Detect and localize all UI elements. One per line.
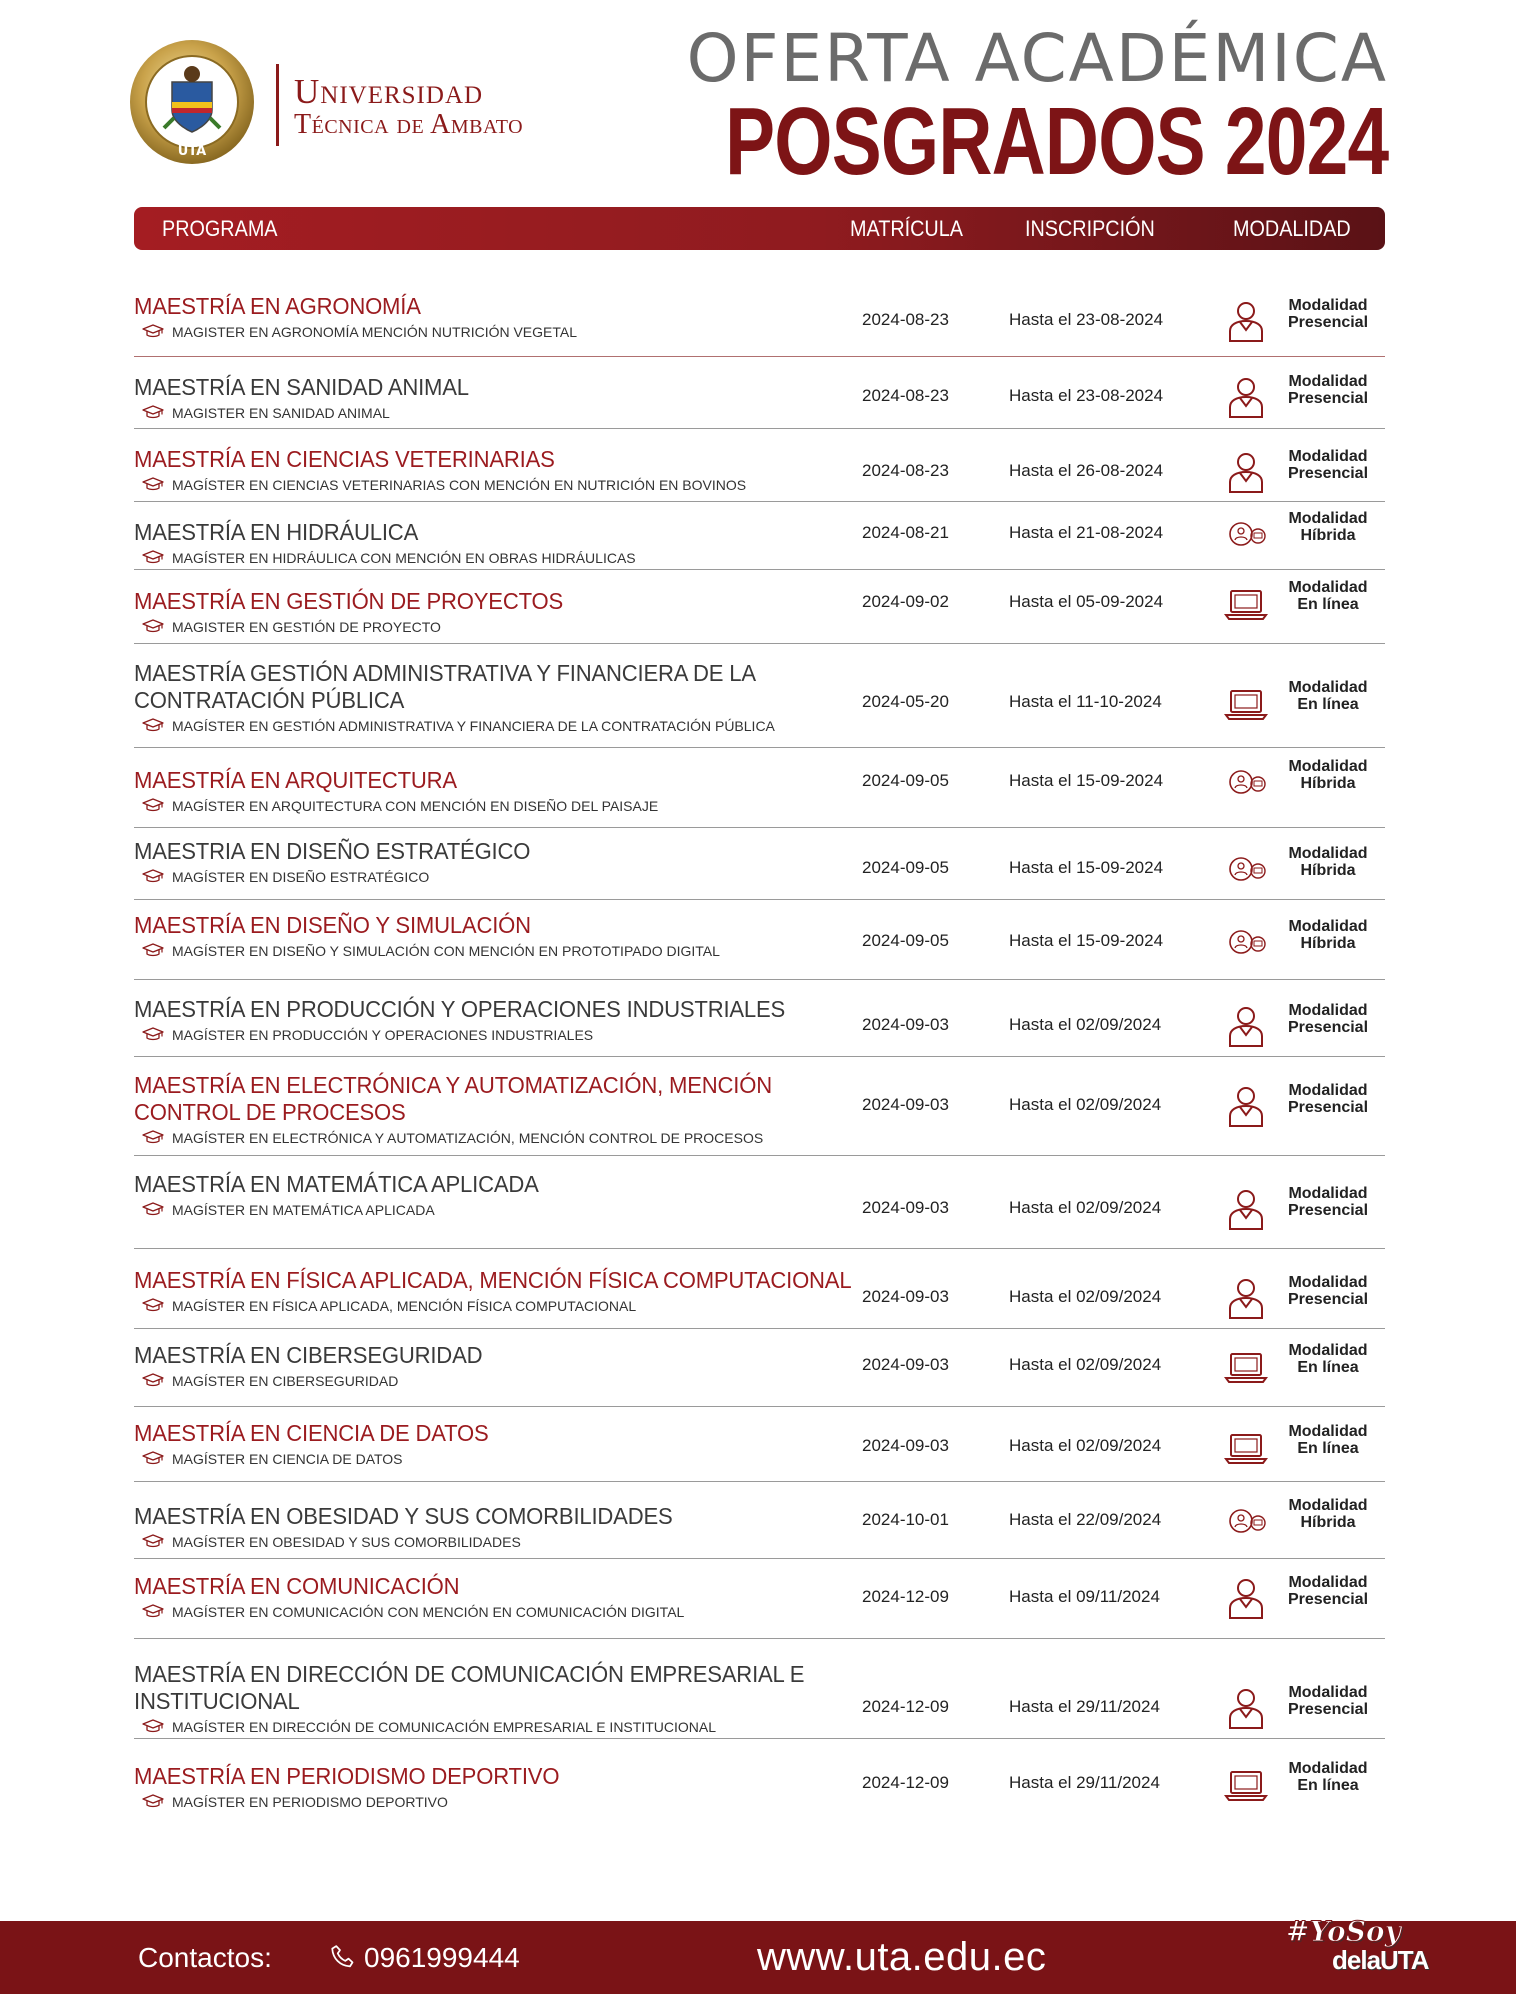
hashtag-logo — [1286, 1915, 1436, 1985]
modalidad-badge — [1224, 508, 1384, 558]
modalidad-line1: Modalidad — [1288, 918, 1368, 935]
graduation-cap-icon — [142, 477, 164, 491]
modalidad-badge — [1224, 1340, 1384, 1390]
graduation-cap-icon — [142, 943, 164, 957]
modalidad-line2: En línea — [1297, 1359, 1359, 1376]
program-title: CONTRATACIÓN PÚBLICA — [134, 687, 405, 713]
degree-text: MAGISTER EN GESTIÓN DE PROYECTO — [172, 619, 441, 635]
modalidad-line2: Presencial — [1287, 1701, 1369, 1718]
degree-title — [134, 1026, 834, 1044]
table-row — [134, 1249, 1385, 1329]
person-icon — [1224, 1686, 1268, 1730]
laptop-icon — [1224, 1425, 1268, 1469]
modalidad-label — [1268, 1082, 1388, 1116]
degree-title — [134, 717, 834, 735]
degree-text: MAGÍSTER EN DISEÑO ESTRATÉGICO — [172, 869, 430, 885]
program-title: INSTITUCIONAL — [134, 1688, 300, 1714]
modalidad-line2: Presencial — [1287, 465, 1369, 482]
modalidad-badge — [1224, 371, 1384, 421]
modalidad-line1: Modalidad — [1288, 510, 1368, 527]
modalidad-label — [1268, 758, 1388, 792]
person-icon — [1224, 375, 1268, 419]
degree-text: MAGÍSTER EN OBESIDAD Y SUS COMORBILIDADES — [172, 1534, 521, 1550]
table-row — [134, 1057, 1385, 1156]
program-title: MAESTRÍA EN FÍSICA APLICADA, MENCIÓN FÍSICA COMPUTACIONAL — [134, 1267, 852, 1293]
inscripcion-deadline: Hasta el 15-09-2024 — [1009, 771, 1164, 790]
column-inscripcion: INSCRIPCIÓN — [1025, 216, 1155, 241]
program-title: MAESTRÍA EN PERIODISMO DEPORTIVO — [134, 1763, 560, 1789]
modalidad-line1: Modalidad — [1288, 579, 1368, 596]
modalidad-line1: Modalidad — [1288, 1684, 1368, 1701]
modalidad-line2: Híbrida — [1300, 1514, 1356, 1531]
degree-text: MAGISTER EN AGRONOMÍA MENCIÓN NUTRICIÓN VEGETAL — [172, 324, 578, 340]
matricula-date: 2024-08-23 — [862, 461, 949, 480]
modalidad-badge — [1224, 1421, 1384, 1471]
modalidad-line1: Modalidad — [1288, 1342, 1368, 1359]
modalidad-badge — [1224, 1080, 1384, 1130]
table-row — [134, 900, 1385, 980]
program-title: MAESTRÍA EN CIENCIAS VETERINARIAS — [134, 446, 555, 472]
modalidad-badge — [1224, 1758, 1384, 1808]
hybrid-icon — [1224, 512, 1268, 556]
modalidad-badge — [1224, 916, 1384, 966]
program-cell — [134, 293, 834, 341]
table-header — [134, 207, 1385, 250]
laptop-icon — [1224, 581, 1268, 625]
program-title: MAESTRÍA EN DISEÑO Y SIMULACIÓN — [134, 912, 531, 938]
svg-text:UTA: UTA — [177, 144, 207, 159]
program-cell — [134, 996, 834, 1044]
page-footer — [0, 1915, 1516, 1994]
program-cell — [134, 1171, 834, 1219]
modalidad-line2: Presencial — [1287, 1202, 1369, 1219]
person-icon — [1224, 1576, 1268, 1620]
program-cell — [134, 660, 834, 735]
degree-title — [134, 1450, 834, 1468]
program-title: MAESTRIA EN DISEÑO ESTRATÉGICO — [134, 838, 531, 864]
column-matricula: MATRÍCULA — [850, 216, 963, 241]
program-cell — [134, 1503, 834, 1551]
table-row — [134, 1407, 1385, 1482]
modalidad-label — [1268, 1342, 1388, 1376]
graduation-cap-icon — [142, 1027, 164, 1041]
inscripcion-deadline: Hasta el 02/09/2024 — [1009, 1436, 1162, 1455]
program-cell — [134, 446, 834, 494]
matricula-date: 2024-08-21 — [862, 523, 949, 542]
modalidad-line2: En línea — [1297, 1440, 1359, 1457]
table-row — [134, 644, 1385, 748]
inscripcion-deadline: Hasta el 02/09/2024 — [1009, 1355, 1162, 1374]
modalidad-badge — [1224, 843, 1384, 893]
inscripcion-deadline: Hasta el 23-08-2024 — [1009, 386, 1164, 405]
modalidad-label — [1268, 297, 1388, 331]
degree-title — [134, 1129, 834, 1147]
modalidad-badge — [1224, 1000, 1384, 1050]
degree-text: MAGÍSTER EN PERIODISMO DEPORTIVO — [172, 1794, 448, 1810]
modalidad-line1: Modalidad — [1288, 758, 1368, 775]
column-modalidad: MODALIDAD — [1233, 216, 1351, 241]
graduation-cap-icon — [142, 1130, 164, 1144]
table-row — [134, 748, 1385, 828]
program-title: MAESTRÍA EN COMUNICACIÓN — [134, 1573, 460, 1599]
program-title: MAESTRÍA EN PRODUCCIÓN Y OPERACIONES INDUSTRIALES — [134, 996, 786, 1022]
program-cell — [134, 1573, 834, 1621]
person-icon — [1224, 299, 1268, 343]
modalidad-line1: Modalidad — [1288, 679, 1368, 696]
degree-title — [134, 1201, 834, 1219]
person-icon — [1224, 1187, 1268, 1231]
matricula-date: 2024-09-03 — [862, 1287, 949, 1306]
degree-text: MAGÍSTER EN CIBERSEGURIDAD — [172, 1373, 399, 1389]
modalidad-line1: Modalidad — [1288, 1274, 1368, 1291]
matricula-date: 2024-09-03 — [862, 1436, 949, 1455]
inscripcion-deadline: Hasta el 05-09-2024 — [1009, 592, 1164, 611]
modalidad-line1: Modalidad — [1288, 297, 1368, 314]
graduation-cap-icon — [142, 1794, 164, 1808]
program-cell — [134, 1267, 852, 1315]
modalidad-badge — [1224, 1572, 1384, 1622]
degree-title — [134, 618, 834, 636]
graduation-cap-icon — [142, 550, 164, 564]
program-cell — [134, 838, 834, 886]
modalidad-line1: Modalidad — [1288, 1082, 1368, 1099]
modalidad-label — [1268, 1185, 1388, 1219]
program-cell — [134, 374, 834, 422]
inscripcion-deadline: Hasta el 15-09-2024 — [1009, 931, 1164, 950]
degree-text: MAGÍSTER EN PRODUCCIÓN Y OPERACIONES INDUSTRIALES — [172, 1027, 594, 1043]
inscripcion-deadline: Hasta el 11-10-2024 — [1009, 692, 1162, 711]
matricula-date: 2024-12-09 — [862, 1697, 949, 1716]
modalidad-line2: Presencial — [1287, 1291, 1369, 1308]
inscripcion-deadline: Hasta el 02/09/2024 — [1009, 1198, 1162, 1217]
matricula-date: 2024-09-05 — [862, 931, 949, 950]
inscripcion-deadline: Hasta el 15-09-2024 — [1009, 858, 1164, 877]
hybrid-icon — [1224, 1499, 1268, 1543]
program-cell — [134, 1342, 834, 1390]
inscripcion-deadline: Hasta el 02/09/2024 — [1009, 1015, 1162, 1034]
modalidad-line2: Híbrida — [1300, 935, 1356, 952]
modalidad-badge — [1224, 295, 1384, 345]
graduation-cap-icon — [142, 1451, 164, 1465]
modalidad-label — [1268, 918, 1388, 952]
modalidad-line1: Modalidad — [1288, 1574, 1368, 1591]
hybrid-icon — [1224, 847, 1268, 891]
table-row — [134, 502, 1385, 570]
table-row — [134, 980, 1385, 1057]
university-seal-icon — [128, 38, 256, 166]
table-row — [134, 250, 1385, 357]
degree-title — [134, 1533, 834, 1551]
matricula-date: 2024-08-23 — [862, 310, 949, 329]
modalidad-badge — [1224, 677, 1384, 727]
modalidad-line2: Presencial — [1287, 1019, 1369, 1036]
program-title: MAESTRÍA EN GESTIÓN DE PROYECTOS — [134, 588, 563, 614]
degree-title — [134, 1372, 834, 1390]
graduation-cap-icon — [142, 718, 164, 732]
modalidad-label — [1268, 1684, 1388, 1718]
graduation-cap-icon — [142, 798, 164, 812]
modalidad-line1: Modalidad — [1288, 373, 1368, 390]
program-title: MAESTRÍA EN ARQUITECTURA — [134, 767, 457, 793]
hashtag-top: #YoSoy — [1286, 1915, 1401, 1948]
matricula-date: 2024-09-02 — [862, 592, 949, 611]
degree-text: MAGÍSTER EN HIDRÁULICA CON MENCIÓN EN OBRAS HIDRÁULICAS — [172, 550, 636, 566]
program-cell — [134, 519, 834, 567]
degree-title — [134, 1297, 834, 1315]
matricula-date: 2024-09-03 — [862, 1095, 949, 1114]
graduation-cap-icon — [142, 1373, 164, 1387]
matricula-date: 2024-10-01 — [862, 1510, 949, 1529]
degree-title — [134, 323, 834, 341]
degree-text: MAGÍSTER EN ELECTRÓNICA Y AUTOMATIZACIÓN, MENCIÓN CONTROL DE PROCESOS — [172, 1130, 764, 1146]
title-oferta: OFERTA ACADÉMICA — [686, 20, 1388, 97]
modalidad-label — [1268, 579, 1388, 613]
table-row — [134, 357, 1385, 429]
program-table — [134, 250, 1385, 1809]
degree-title — [134, 1793, 834, 1811]
table-row — [134, 1156, 1385, 1249]
modalidad-line1: Modalidad — [1288, 1002, 1368, 1019]
contact-phone[interactable]: 0961999444 — [364, 1942, 520, 1973]
matricula-date: 2024-12-09 — [862, 1773, 949, 1792]
modalidad-line2: Presencial — [1287, 390, 1369, 407]
modalidad-label — [1268, 1497, 1388, 1531]
person-icon — [1224, 1004, 1268, 1048]
degree-text: MAGÍSTER EN DIRECCIÓN DE COMUNICACIÓN EMPRESARIAL E INSTITUCIONAL — [172, 1719, 716, 1735]
program-cell — [134, 912, 834, 960]
website-link[interactable]: www.uta.edu.ec — [757, 1935, 1047, 1979]
graduation-cap-icon — [142, 619, 164, 633]
matricula-date: 2024-12-09 — [862, 1587, 949, 1606]
modalidad-line2: Presencial — [1287, 314, 1369, 331]
university-name — [294, 74, 523, 139]
modalidad-label — [1268, 1760, 1388, 1794]
degree-title — [134, 868, 834, 886]
modalidad-label — [1268, 1574, 1388, 1608]
modalidad-line2: En línea — [1297, 1777, 1359, 1794]
person-icon — [1224, 1084, 1268, 1128]
inscripcion-deadline: Hasta el 02/09/2024 — [1009, 1095, 1162, 1114]
matricula-date: 2024-09-05 — [862, 771, 949, 790]
inscripcion-deadline: Hasta el 23-08-2024 — [1009, 310, 1164, 329]
degree-title — [134, 797, 834, 815]
modalidad-line1: Modalidad — [1288, 448, 1368, 465]
person-icon — [1224, 1276, 1268, 1320]
inscripcion-deadline: Hasta el 29/11/2024 — [1009, 1697, 1160, 1716]
degree-text: MAGÍSTER EN CIENCIA DE DATOS — [172, 1451, 403, 1467]
hashtag-bottom: delaUTA — [1332, 1945, 1429, 1975]
matricula-date: 2024-09-03 — [862, 1015, 949, 1034]
program-title: MAESTRÍA EN AGRONOMÍA — [134, 293, 421, 319]
program-cell — [134, 1661, 834, 1736]
degree-text: MAGÍSTER EN DISEÑO Y SIMULACIÓN CON MENCIÓN EN PROTOTIPADO DIGITAL — [172, 943, 720, 959]
person-icon — [1224, 450, 1268, 494]
degree-text: MAGISTER EN SANIDAD ANIMAL — [172, 405, 390, 421]
modalidad-line1: Modalidad — [1288, 1185, 1368, 1202]
program-title: MAESTRÍA EN SANIDAD ANIMAL — [134, 374, 469, 400]
modalidad-label — [1268, 1274, 1388, 1308]
program-cell — [134, 767, 834, 815]
degree-title — [134, 476, 834, 494]
modalidad-line2: En línea — [1297, 596, 1359, 613]
table-row — [134, 429, 1385, 502]
program-cell — [134, 1072, 834, 1147]
matricula-date: 2024-08-23 — [862, 386, 949, 405]
modalidad-line2: Presencial — [1287, 1591, 1369, 1608]
university-name-line2: Técnica de Ambato — [294, 109, 524, 140]
page-header — [0, 0, 1516, 200]
degree-text: MAGÍSTER EN MATEMÁTICA APLICADA — [172, 1202, 435, 1218]
program-title: MAESTRÍA EN HIDRÁULICA — [134, 519, 419, 545]
inscripcion-deadline: Hasta el 21-08-2024 — [1009, 523, 1164, 542]
program-title: MAESTRÍA GESTIÓN ADMINISTRATIVA Y FINANCIERA DE LA — [134, 660, 756, 686]
graduation-cap-icon — [142, 1202, 164, 1216]
modalidad-label — [1268, 1423, 1388, 1457]
hybrid-icon — [1224, 760, 1268, 804]
university-name-line1: Universidad — [294, 72, 484, 111]
degree-title — [134, 1603, 834, 1621]
modalidad-label — [1268, 679, 1388, 713]
program-title: MAESTRÍA EN DIRECCIÓN DE COMUNICACIÓN EMPRESARIAL E — [134, 1661, 805, 1687]
modalidad-badge — [1224, 1682, 1384, 1732]
inscripcion-deadline: Hasta el 02/09/2024 — [1009, 1287, 1162, 1306]
modalidad-label — [1268, 845, 1388, 879]
graduation-cap-icon — [142, 1534, 164, 1548]
table-row — [134, 1559, 1385, 1639]
inscripcion-deadline: Hasta el 09/11/2024 — [1009, 1587, 1160, 1606]
modalidad-badge — [1224, 756, 1384, 806]
modalidad-badge — [1224, 577, 1384, 627]
modalidad-line1: Modalidad — [1288, 1497, 1368, 1514]
modalidad-badge — [1224, 446, 1384, 496]
table-row — [134, 828, 1385, 900]
modalidad-badge — [1224, 1183, 1384, 1233]
modalidad-line2: Híbrida — [1300, 527, 1356, 544]
table-row — [134, 1639, 1385, 1739]
inscripcion-deadline: Hasta el 29/11/2024 — [1009, 1773, 1160, 1792]
program-title: MAESTRÍA EN MATEMÁTICA APLICADA — [134, 1171, 539, 1197]
title-posgrados: POSGRADOS 2024 — [724, 88, 1388, 195]
phone-icon — [328, 1943, 358, 1973]
degree-text: MAGÍSTER EN FÍSICA APLICADA, MENCIÓN FÍSICA COMPUTACIONAL — [172, 1298, 637, 1314]
degree-title — [134, 549, 834, 567]
graduation-cap-icon — [142, 1298, 164, 1312]
modalidad-label — [1268, 1002, 1388, 1036]
degree-text: MAGÍSTER EN CIENCIAS VETERINARIAS CON MENCIÓN EN NUTRICIÓN EN BOVINOS — [172, 477, 747, 493]
inscripcion-deadline: Hasta el 26-08-2024 — [1009, 461, 1164, 480]
graduation-cap-icon — [142, 405, 164, 419]
program-cell — [134, 588, 834, 636]
contact-label: Contactos: — [138, 1942, 272, 1973]
table-row — [134, 570, 1385, 644]
program-title: MAESTRÍA EN OBESIDAD Y SUS COMORBILIDADES — [134, 1503, 673, 1529]
degree-text: MAGÍSTER EN GESTIÓN ADMINISTRATIVA Y FINANCIERA DE LA CONTRATACIÓN PÚBLICA — [172, 718, 775, 734]
laptop-icon — [1224, 1344, 1268, 1388]
table-row — [134, 1482, 1385, 1559]
program-cell — [134, 1420, 834, 1468]
matricula-date: 2024-09-03 — [862, 1198, 949, 1217]
modalidad-line2: En línea — [1297, 696, 1359, 713]
modalidad-line1: Modalidad — [1288, 845, 1368, 862]
matricula-date: 2024-09-05 — [862, 858, 949, 877]
laptop-icon — [1224, 681, 1268, 725]
program-title: CONTROL DE PROCESOS — [134, 1099, 406, 1125]
modalidad-badge — [1224, 1272, 1384, 1322]
matricula-date: 2024-05-20 — [862, 692, 949, 711]
header-divider — [276, 64, 279, 146]
graduation-cap-icon — [142, 869, 164, 883]
modalidad-line1: Modalidad — [1288, 1423, 1368, 1440]
graduation-cap-icon — [142, 1719, 164, 1733]
program-title: MAESTRÍA EN CIBERSEGURIDAD — [134, 1342, 483, 1368]
graduation-cap-icon — [142, 1604, 164, 1618]
modalidad-label — [1268, 448, 1388, 482]
laptop-icon — [1224, 1762, 1268, 1806]
degree-title — [134, 942, 834, 960]
matricula-date: 2024-09-03 — [862, 1355, 949, 1374]
modalidad-label — [1268, 510, 1388, 544]
degree-title — [134, 404, 834, 422]
modalidad-label — [1268, 373, 1388, 407]
table-row — [134, 1329, 1385, 1407]
modalidad-line2: Presencial — [1287, 1099, 1369, 1116]
modalidad-badge — [1224, 1495, 1384, 1545]
degree-text: MAGÍSTER EN COMUNICACIÓN CON MENCIÓN EN COMUNICACIÓN DIGITAL — [172, 1604, 685, 1620]
degree-text: MAGÍSTER EN ARQUITECTURA CON MENCIÓN EN DISEÑO DEL PAISAJE — [172, 798, 659, 814]
program-title: MAESTRÍA EN ELECTRÓNICA Y AUTOMATIZACIÓN, MENCIÓN — [134, 1072, 772, 1098]
modalidad-line2: Híbrida — [1300, 775, 1356, 792]
modalidad-line1: Modalidad — [1288, 1760, 1368, 1777]
program-cell — [134, 1763, 834, 1811]
table-row — [134, 1739, 1385, 1809]
hybrid-icon — [1224, 920, 1268, 964]
modalidad-line2: Híbrida — [1300, 862, 1356, 879]
graduation-cap-icon — [142, 324, 164, 338]
degree-title — [134, 1718, 834, 1736]
inscripcion-deadline: Hasta el 22/09/2024 — [1009, 1510, 1162, 1529]
program-title: MAESTRÍA EN CIENCIA DE DATOS — [134, 1420, 489, 1446]
column-programa: PROGRAMA — [162, 216, 278, 241]
